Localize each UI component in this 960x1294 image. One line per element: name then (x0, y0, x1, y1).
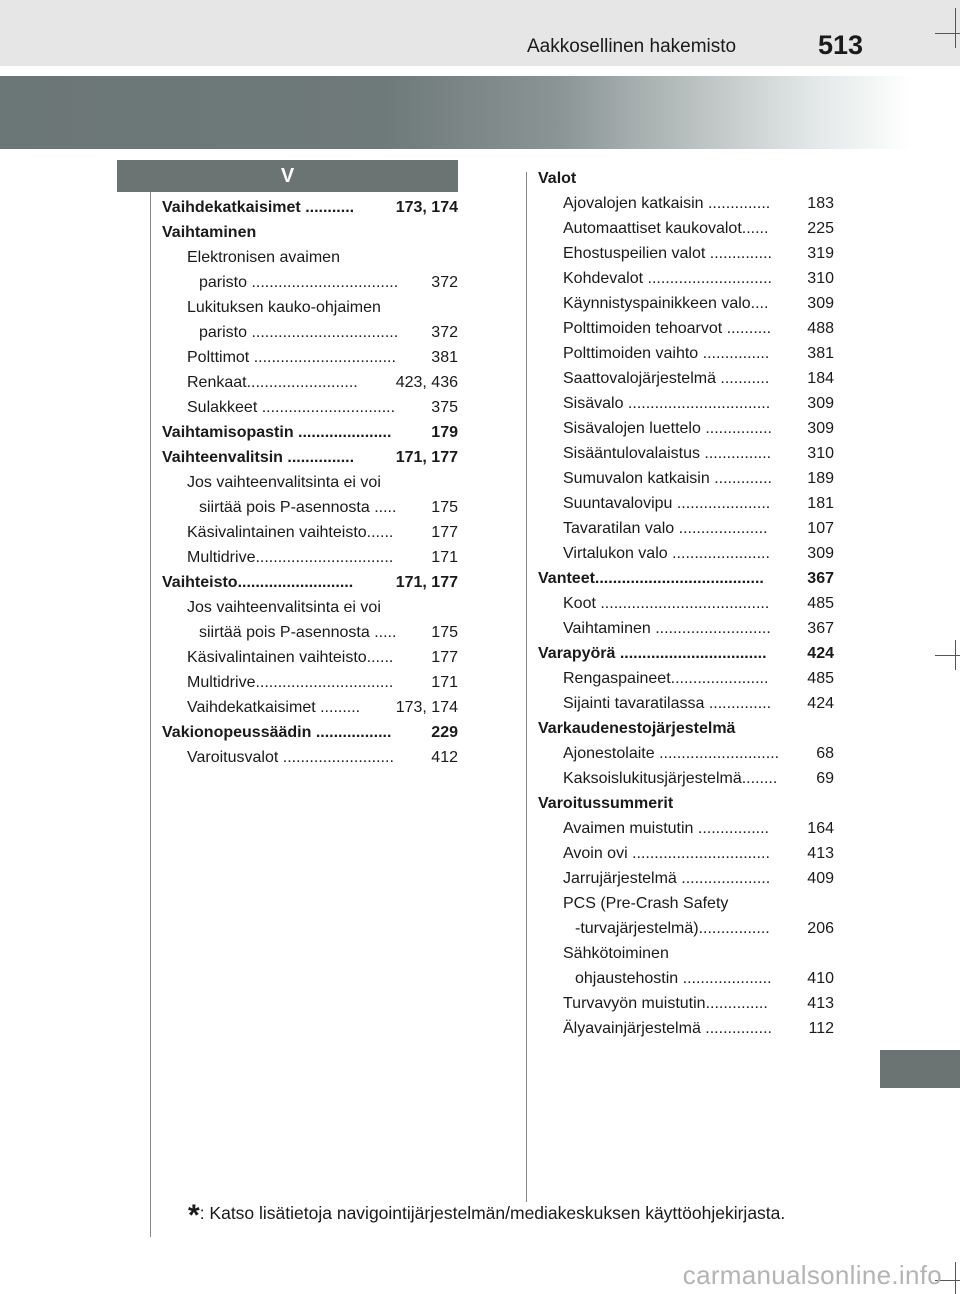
crop-mark-top-h (935, 33, 960, 34)
index-entry-page: 107 (807, 520, 834, 537)
index-entry-text: Turvavyön muistutin.............. (563, 995, 768, 1012)
index-entry (538, 166, 834, 191)
index-entry (538, 441, 834, 466)
index-entry-text: Varapyörä ................................. (538, 645, 767, 662)
index-entry-page: 173, 174 (395, 199, 458, 216)
index-entry-page: 179 (431, 424, 458, 441)
index-entry-text: Kaksoislukitusjärjestelmä........ (563, 770, 778, 787)
index-entry-page: 423, 436 (395, 374, 458, 391)
index-entry-text: Sisävalo ................................ (563, 395, 771, 412)
index-entry-page: 310 (807, 445, 834, 462)
index-entry-page: 181 (807, 495, 834, 512)
index-entry-page: 309 (807, 395, 834, 412)
index-entry (162, 695, 458, 720)
column-divider (526, 172, 527, 1202)
index-entry (538, 291, 834, 316)
index-entry-text: Tavaratilan valo .................... (563, 520, 768, 537)
index-entry-text: Sulakkeet .............................. (187, 399, 396, 416)
index-entry-page: 175 (431, 499, 458, 516)
index-entry (162, 645, 458, 670)
index-entry (538, 516, 834, 541)
index-entry-text: Varkaudenestojärjestelmä (538, 720, 736, 737)
index-entry-page: 424 (807, 645, 834, 662)
index-entry (538, 266, 834, 291)
index-entry (538, 416, 834, 441)
index-entry-text: Saattovalojärjestelmä ........... (563, 370, 770, 387)
index-entry (162, 745, 458, 770)
index-entry-text: Sumuvalon katkaisin ............. (563, 470, 772, 487)
index-entry-text: siirtää pois P-asennosta ..... (199, 624, 397, 641)
index-entry-page: 184 (807, 370, 834, 387)
index-entry-text: Rengaspaineet...................... (563, 670, 769, 687)
index-entry-page: 372 (431, 274, 458, 291)
header-bar (0, 0, 960, 66)
index-entry-text: Polttimot ................................ (187, 349, 396, 366)
index-entry-text: Kohdevalot ............................ (563, 270, 772, 287)
index-entry (538, 866, 834, 891)
index-entry-page: 412 (431, 749, 458, 766)
index-entry-text: Valot (538, 170, 577, 187)
index-entry-text: Vaihdekatkaisimet ......... (187, 699, 361, 716)
index-entry (538, 616, 834, 641)
index-entry-page: 69 (816, 770, 834, 787)
index-entry (162, 495, 458, 520)
index-entry-text: PCS (Pre-Crash Safety (563, 895, 729, 912)
index-entry-text: Suuntavalovipu ..................... (563, 495, 771, 512)
index-entry-page: 175 (431, 624, 458, 641)
index-entry (538, 791, 834, 816)
index-entry-page: 409 (807, 870, 834, 887)
index-entry-text: paristo ................................. (199, 274, 399, 291)
index-entry-text: paristo ................................. (199, 324, 399, 341)
index-entry (538, 316, 834, 341)
index-entry-text: Avaimen muistutin ................ (563, 820, 769, 837)
index-entry (538, 666, 834, 691)
index-entry (538, 641, 834, 666)
index-entry (538, 241, 834, 266)
index-entry-page: 173, 174 (395, 699, 458, 716)
index-entry-text: Ajovalojen katkaisin .............. (563, 195, 771, 212)
index-entry (538, 741, 834, 766)
index-entry-text: ohjaustehostin .................... (575, 970, 772, 987)
index-entry-text: Renkaat......................... (187, 374, 358, 391)
index-entry-page: 309 (807, 545, 834, 562)
header-banner (0, 76, 960, 149)
index-entry-text: Elektronisen avaimen (187, 249, 340, 266)
index-entry (538, 941, 834, 966)
index-entry-page: 68 (816, 745, 834, 762)
index-entry-page: 112 (808, 1020, 834, 1037)
index-entry-text: Vakionopeussäädin ................. (162, 724, 392, 741)
index-entry-page: 171, 177 (395, 574, 458, 591)
index-entry-text: Vanteet...................................... (538, 570, 764, 587)
index-entry-text: Automaattiset kaukovalot...... (563, 220, 769, 237)
index-entry-page: 381 (807, 345, 834, 362)
index-entry-text: -turvajärjestelmä)................ (575, 920, 770, 937)
index-entry (538, 841, 834, 866)
footnote-marker: * (188, 1199, 200, 1232)
index-entry (538, 966, 834, 991)
index-entry-text: Sisääntulovalaistus ............... (563, 445, 772, 462)
index-entry-text: Avoin ovi ............................... (563, 845, 770, 862)
index-entry-page: 189 (807, 470, 834, 487)
index-entry-page: 171, 177 (395, 449, 458, 466)
index-entry (162, 595, 458, 620)
watermark-text: carmanualsonline.info (682, 1260, 942, 1290)
index-entry-text: Vaihdekatkaisimet ........... (162, 199, 355, 216)
index-entry (538, 466, 834, 491)
index-entry (162, 445, 458, 470)
index-entry-text: Varoitussummerit (538, 795, 674, 812)
index-entry-text: Polttimoiden vaihto ............... (563, 345, 770, 362)
index-entry (162, 520, 458, 545)
index-entry-page: 424 (807, 695, 834, 712)
crop-mark-mid-h (935, 655, 960, 656)
index-entry-page: 413 (807, 995, 834, 1012)
index-entry (162, 720, 458, 745)
index-entry-text: Vaihteisto.......................... (162, 574, 354, 591)
index-entry-text: Käsivalintainen vaihteisto...... (187, 524, 394, 541)
index-entry-page: 225 (807, 220, 834, 237)
index-entry (162, 295, 458, 320)
index-entry-text: Koot ...................................... (563, 595, 770, 612)
index-entry-text: Virtalukon valo ...................... (563, 545, 770, 562)
index-entry (162, 545, 458, 570)
index-entry-page: 171 (431, 549, 458, 566)
index-entry (538, 891, 834, 916)
index-entry-page: 381 (431, 349, 458, 366)
index-entry (538, 766, 834, 791)
index-entry-page: 485 (807, 670, 834, 687)
index-entry (162, 620, 458, 645)
section-title: Aakkosellinen hakemisto (527, 36, 737, 57)
index-entry-page: 206 (807, 920, 834, 937)
index-entry (538, 341, 834, 366)
index-letter-header: V (117, 160, 458, 192)
index-entry (538, 566, 834, 591)
index-entry (538, 1016, 834, 1041)
index-entry-page: 171 (431, 674, 458, 691)
index-entry (162, 195, 458, 220)
index-entry-text: Ehostuspeilien valot .............. (563, 245, 772, 262)
index-entry-text: Vaihtamisopastin ..................... (162, 424, 392, 441)
index-right-column (538, 166, 834, 1041)
index-entry-text: Lukituksen kauko-ohjaimen (187, 299, 381, 316)
index-entry (162, 345, 458, 370)
index-entry-page: 410 (807, 970, 834, 987)
index-entry-page: 309 (807, 420, 834, 437)
index-entry-text: Vaihteenvalitsin ............... (162, 449, 355, 466)
index-entry-text: siirtää pois P-asennosta ..... (199, 499, 397, 516)
index-entry-text: Vaihtaminen (162, 224, 257, 241)
index-entry-text: Jarrujärjestelmä .................... (563, 870, 771, 887)
index-entry (162, 470, 458, 495)
index-entry-page: 488 (807, 320, 834, 337)
index-entry (538, 366, 834, 391)
index-entry-page: 375 (431, 399, 458, 416)
index-entry (162, 270, 458, 295)
crop-mark-top-v (955, 8, 956, 48)
index-entry-page: 177 (431, 524, 458, 541)
index-entry-page: 485 (807, 595, 834, 612)
index-left-column (162, 195, 458, 770)
index-entry (538, 191, 834, 216)
index-entry (538, 216, 834, 241)
index-entry-text: Sähkötoiminen (563, 945, 669, 962)
index-entry (538, 991, 834, 1016)
index-entry-page: 183 (807, 195, 834, 212)
left-column-rule (150, 192, 151, 1237)
index-entry (162, 420, 458, 445)
index-entry (538, 716, 834, 741)
index-entry (162, 220, 458, 245)
index-entry (538, 491, 834, 516)
index-entry (162, 670, 458, 695)
index-entry-page: 310 (807, 270, 834, 287)
index-entry-text: Jos vaihteenvalitsinta ei voi (187, 474, 381, 491)
index-entry (162, 320, 458, 345)
page-number: 513 (818, 30, 864, 60)
index-entry-text: Polttimoiden tehoarvot .......... (563, 320, 772, 337)
index-entry-text: Sijainti tavaratilassa .............. (563, 695, 772, 712)
index-entry-page: 309 (807, 295, 834, 312)
index-entry (162, 395, 458, 420)
index-entry-text: Ajonestolaite ........................... (563, 745, 780, 762)
index-entry-text: Varoitusvalot ......................... (187, 749, 394, 766)
index-entry-page: 177 (431, 649, 458, 666)
index-entry-page: 413 (807, 845, 834, 862)
index-entry (538, 391, 834, 416)
chapter-side-tab (880, 1050, 960, 1088)
index-entry-page: 367 (807, 570, 834, 587)
index-entry (538, 591, 834, 616)
index-entry-text: Sisävalojen luettelo ............... (563, 420, 772, 437)
index-entry-text: Jos vaihteenvalitsinta ei voi (187, 599, 381, 616)
footnote-text: : Katso lisätietoja navigointijärjestelmän/mediakeskuksen käyttöohjekirjasta. (199, 1203, 786, 1223)
index-entry-text: Älyavainjärjestelmä ............... (563, 1020, 772, 1037)
crop-mark-bottom-v (955, 1262, 956, 1294)
index-entry-text: Käynnistyspainikkeen valo.... (563, 295, 769, 312)
crop-mark-mid-v (955, 640, 956, 670)
index-entry-text: Käsivalintainen vaihteisto...... (187, 649, 394, 666)
index-entry-text: Multidrive............................... (187, 549, 394, 566)
footnote (188, 1199, 786, 1232)
index-entry-page: 319 (807, 245, 834, 262)
index-entry (162, 370, 458, 395)
index-entry-page: 367 (807, 620, 834, 637)
index-entry (538, 691, 834, 716)
index-entry-text: Multidrive............................... (187, 674, 394, 691)
index-entry-page: 164 (807, 820, 834, 837)
index-entry (538, 916, 834, 941)
index-entry-page: 372 (431, 324, 458, 341)
index-entry (162, 570, 458, 595)
index-entry (538, 541, 834, 566)
index-entry (538, 816, 834, 841)
index-entry (162, 245, 458, 270)
index-entry-text: Vaihtaminen .......................... (563, 620, 771, 637)
index-entry-page: 229 (431, 724, 458, 741)
